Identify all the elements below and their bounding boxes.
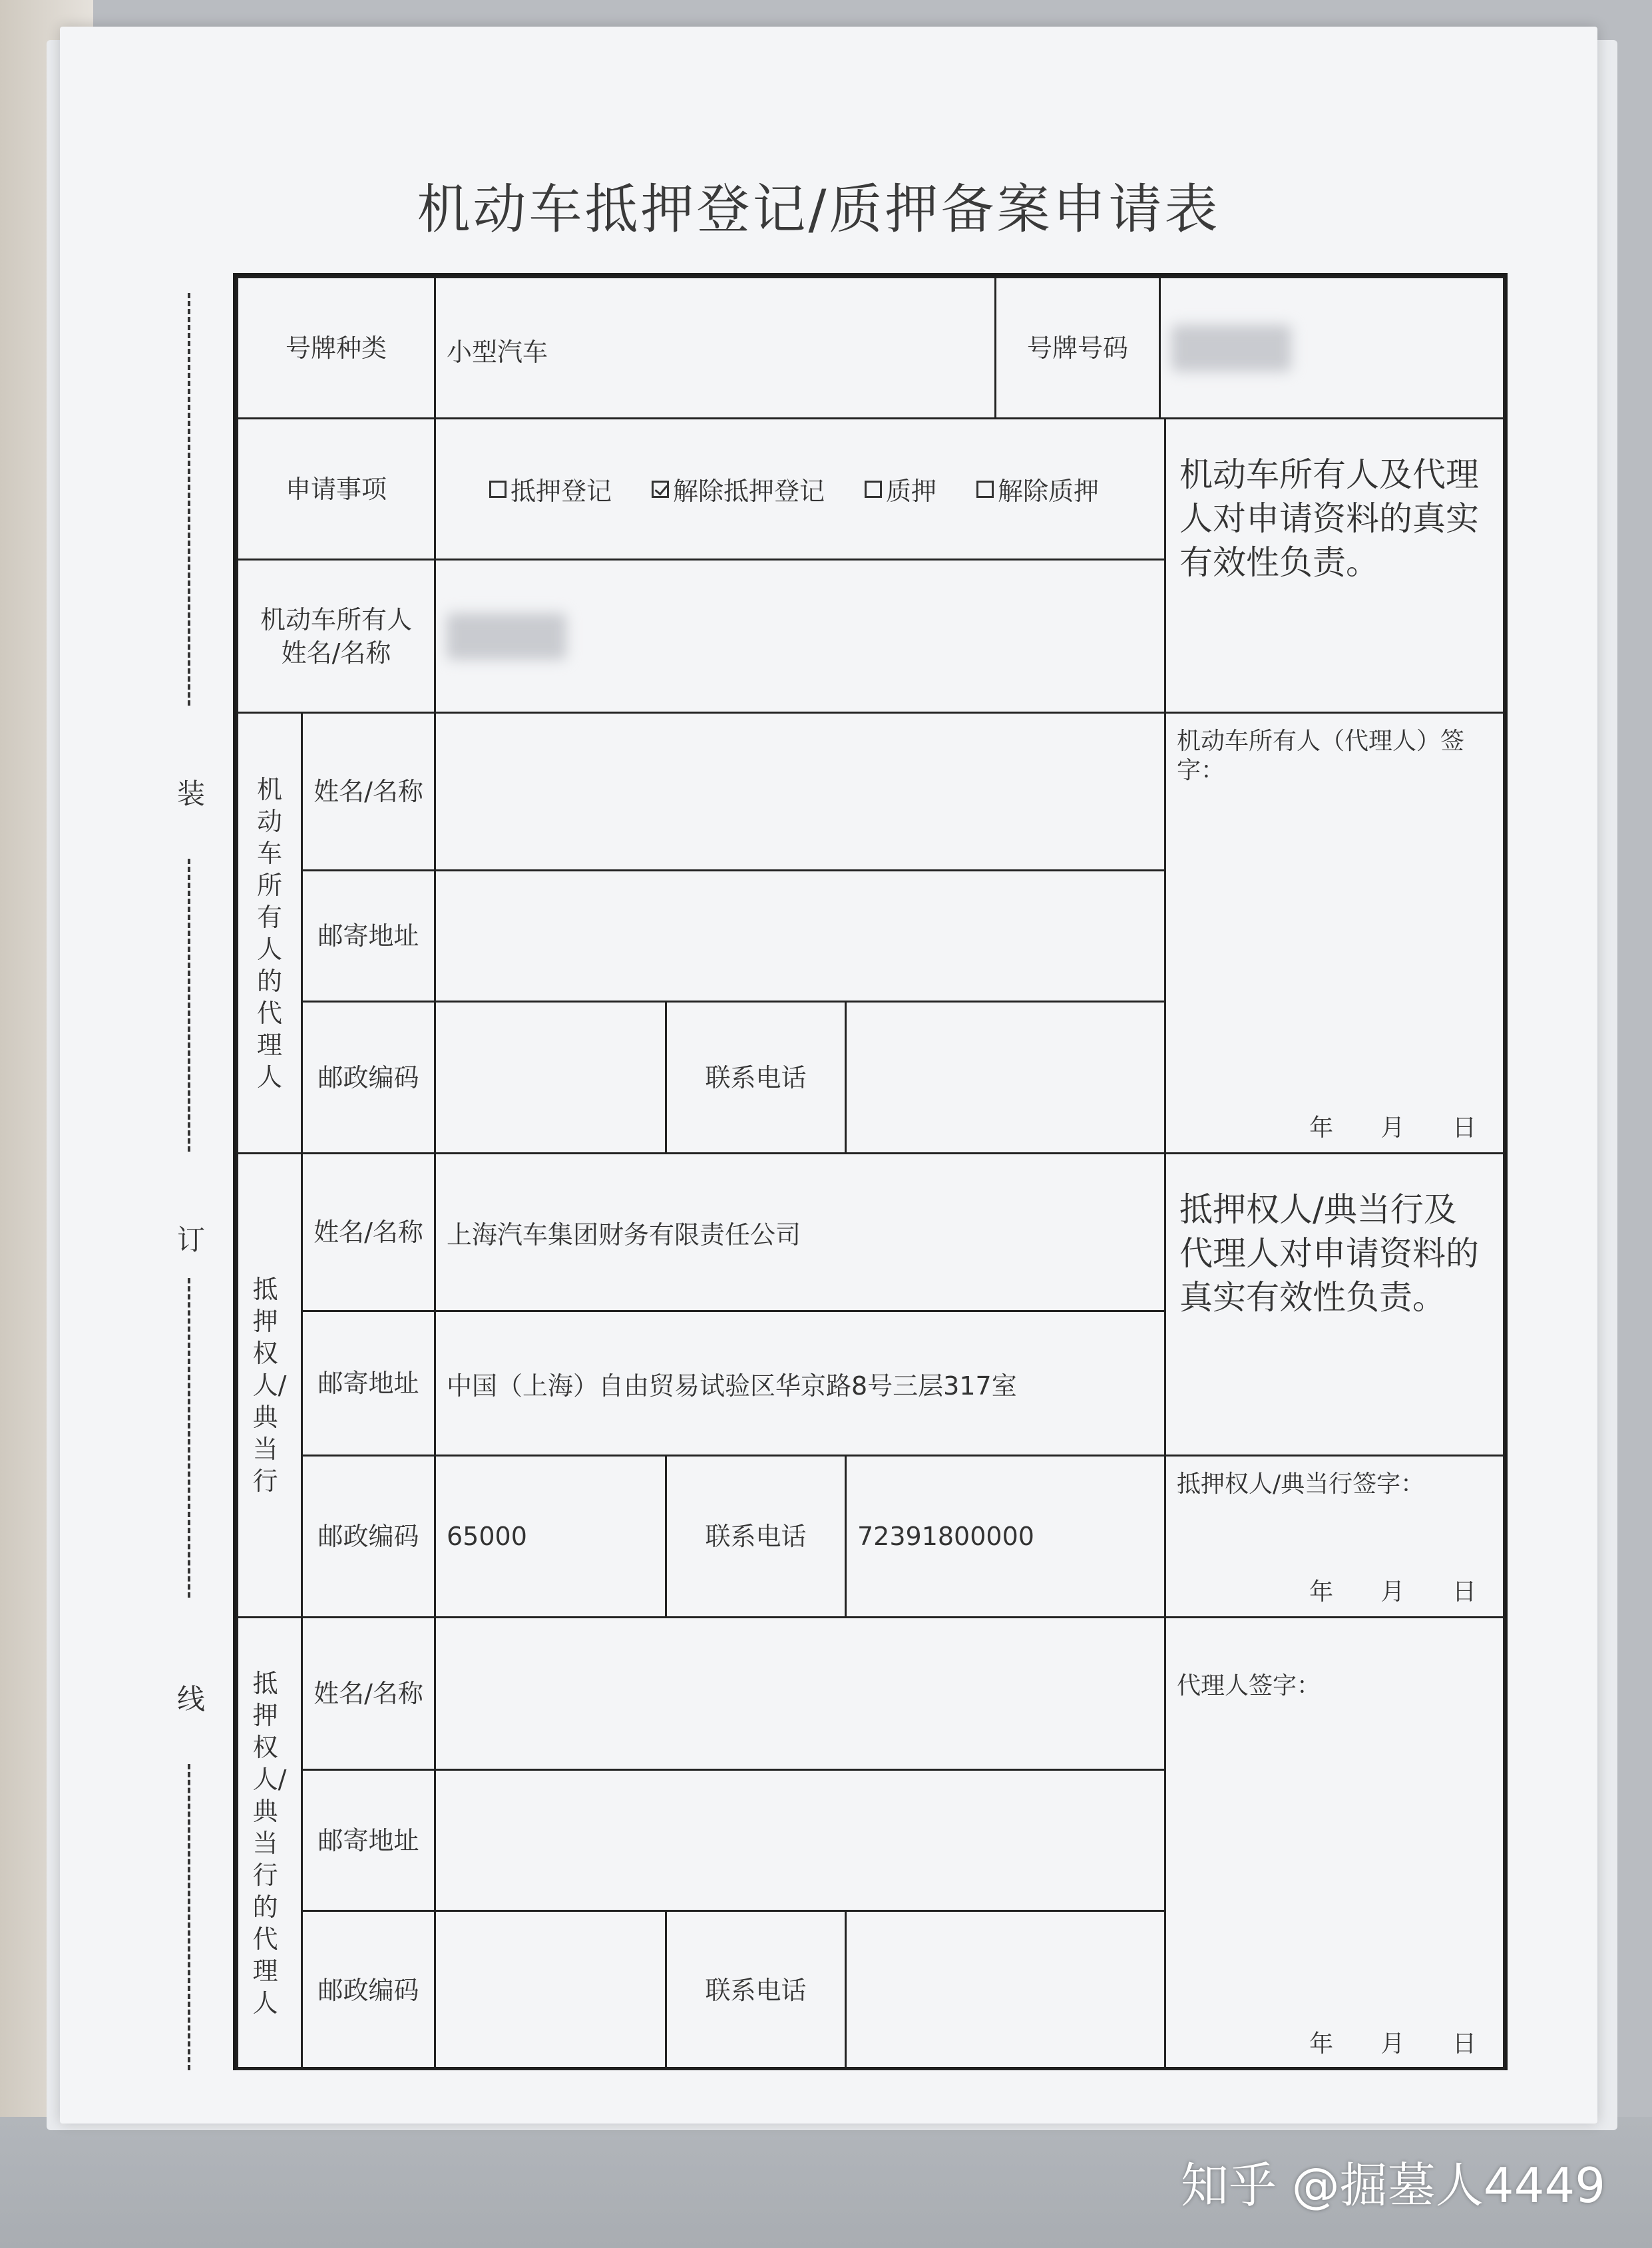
mortgagee-phone-label: 联系电话 — [665, 1455, 847, 1618]
agent-sign-label: 代理人签字： — [1177, 1672, 1321, 1699]
owner-agent-address-label: 邮寄地址 — [301, 869, 436, 1003]
mortgagee-address-value[interactable]: 中国（上海）自由贸易试验区华京路8号三层317室 — [434, 1310, 1166, 1457]
checkbox[interactable] — [489, 481, 507, 498]
form-title: 机动车抵押登记/质押备案申请表 — [417, 178, 1221, 240]
application-label: 申请事项 — [236, 417, 436, 561]
owner-note: 机动车所有人及代理人对申请资料的真实有效性负责。 — [1164, 417, 1505, 714]
mortgagee-phone-value[interactable]: 72391800000 — [845, 1455, 1166, 1618]
mortgagee-agent-phone-value[interactable] — [845, 1910, 1166, 2070]
owner-agent-phone-label: 联系电话 — [665, 1001, 847, 1154]
mortgagee-agent-name-label: 姓名/名称 — [301, 1616, 436, 1771]
mortgagee-group: 抵押权人/典当行 — [236, 1152, 303, 1618]
checkbox-checked[interactable] — [652, 481, 669, 498]
binding-dash — [188, 293, 190, 706]
plate-type-label: 号牌种类 — [236, 276, 436, 419]
option-pledge[interactable] — [865, 471, 936, 507]
option-label: 解除抵押登记 — [673, 477, 825, 506]
agent-sign-date: 年 月 日 — [1309, 2030, 1476, 2058]
option-label: 解除质押 — [998, 477, 1100, 506]
option-label: 质押 — [886, 477, 937, 506]
mortgagee-agent-phone-label: 联系电话 — [665, 1910, 847, 2070]
owner-name-value[interactable] — [434, 559, 1166, 714]
redacted-owner — [447, 613, 566, 660]
binding-dash — [188, 1278, 190, 1598]
owner-agent-postcode-value[interactable] — [434, 1001, 667, 1154]
mortgagee-name-value[interactable]: 上海汽车集团财务有限责任公司 — [434, 1152, 1166, 1312]
application-options — [434, 417, 1166, 561]
mortgagee-address-label: 邮寄地址 — [301, 1310, 436, 1457]
mortgagee-agent-name-value[interactable] — [434, 1616, 1166, 1771]
binding-dash — [188, 1764, 190, 2070]
binding-mark-ding: 订 — [176, 1224, 205, 1256]
owner-agent-name-label: 姓名/名称 — [301, 712, 436, 871]
plate-number-value[interactable] — [1159, 276, 1505, 419]
mortgagee-postcode-label: 邮政编码 — [301, 1455, 436, 1618]
option-label: 抵押登记 — [511, 477, 612, 506]
owner-name-label: 机动车所有人 姓名/名称 — [236, 559, 436, 714]
mortgagee-sign-label: 抵押权人/典当行签字： — [1177, 1470, 1425, 1498]
option-release-mortgage[interactable] — [652, 471, 825, 507]
application-form — [233, 273, 1508, 2070]
plate-number-label: 号牌号码 — [994, 276, 1161, 419]
owner-sign-date: 年 月 日 — [1309, 1114, 1476, 1142]
watermark: 知乎 @掘墓人4449 — [1180, 2157, 1605, 2213]
owner-agent-group: 机动车所有人的代理人 — [236, 712, 303, 1154]
mortgagee-agent-postcode-label: 邮政编码 — [301, 1910, 436, 2070]
mortgagee-agent-group: 抵押权人/典当行的代理人 — [236, 1616, 303, 2070]
redacted-plate — [1171, 325, 1291, 371]
owner-agent-address-value[interactable] — [434, 869, 1166, 1003]
owner-agent-postcode-label: 邮政编码 — [301, 1001, 436, 1154]
option-release-pledge[interactable] — [976, 471, 1099, 507]
mortgagee-agent-address-value[interactable] — [434, 1769, 1166, 1912]
mortgagee-agent-address-label: 邮寄地址 — [301, 1769, 436, 1912]
option-mortgage[interactable] — [489, 471, 612, 507]
plate-type-value[interactable]: 小型汽车 — [434, 276, 996, 419]
owner-agent-name-value[interactable] — [434, 712, 1166, 871]
binding-mark-xian: 线 — [176, 1683, 205, 1715]
mortgagee-sign-box[interactable] — [1164, 1455, 1505, 1618]
mortgagee-agent-postcode-value[interactable] — [434, 1910, 667, 2070]
binding-mark-zhuang: 装 — [176, 778, 205, 810]
agent-sign-box[interactable] — [1164, 1616, 1505, 2070]
owner-sign-label: 机动车所有人（代理人）签字： — [1177, 728, 1465, 784]
mortgagee-name-label: 姓名/名称 — [301, 1152, 436, 1312]
owner-agent-phone-value[interactable] — [845, 1001, 1166, 1154]
owner-sign-box[interactable] — [1164, 712, 1505, 1154]
mortgagee-note: 抵押权人/典当行及代理人对申请资料的真实有效性负责。 — [1164, 1152, 1505, 1457]
checkbox[interactable] — [976, 481, 994, 498]
mortgagee-sign-date: 年 月 日 — [1309, 1578, 1476, 1606]
binding-dash — [188, 859, 190, 1152]
checkbox[interactable] — [865, 481, 882, 498]
mortgagee-postcode-value[interactable]: 65000 — [434, 1455, 667, 1618]
